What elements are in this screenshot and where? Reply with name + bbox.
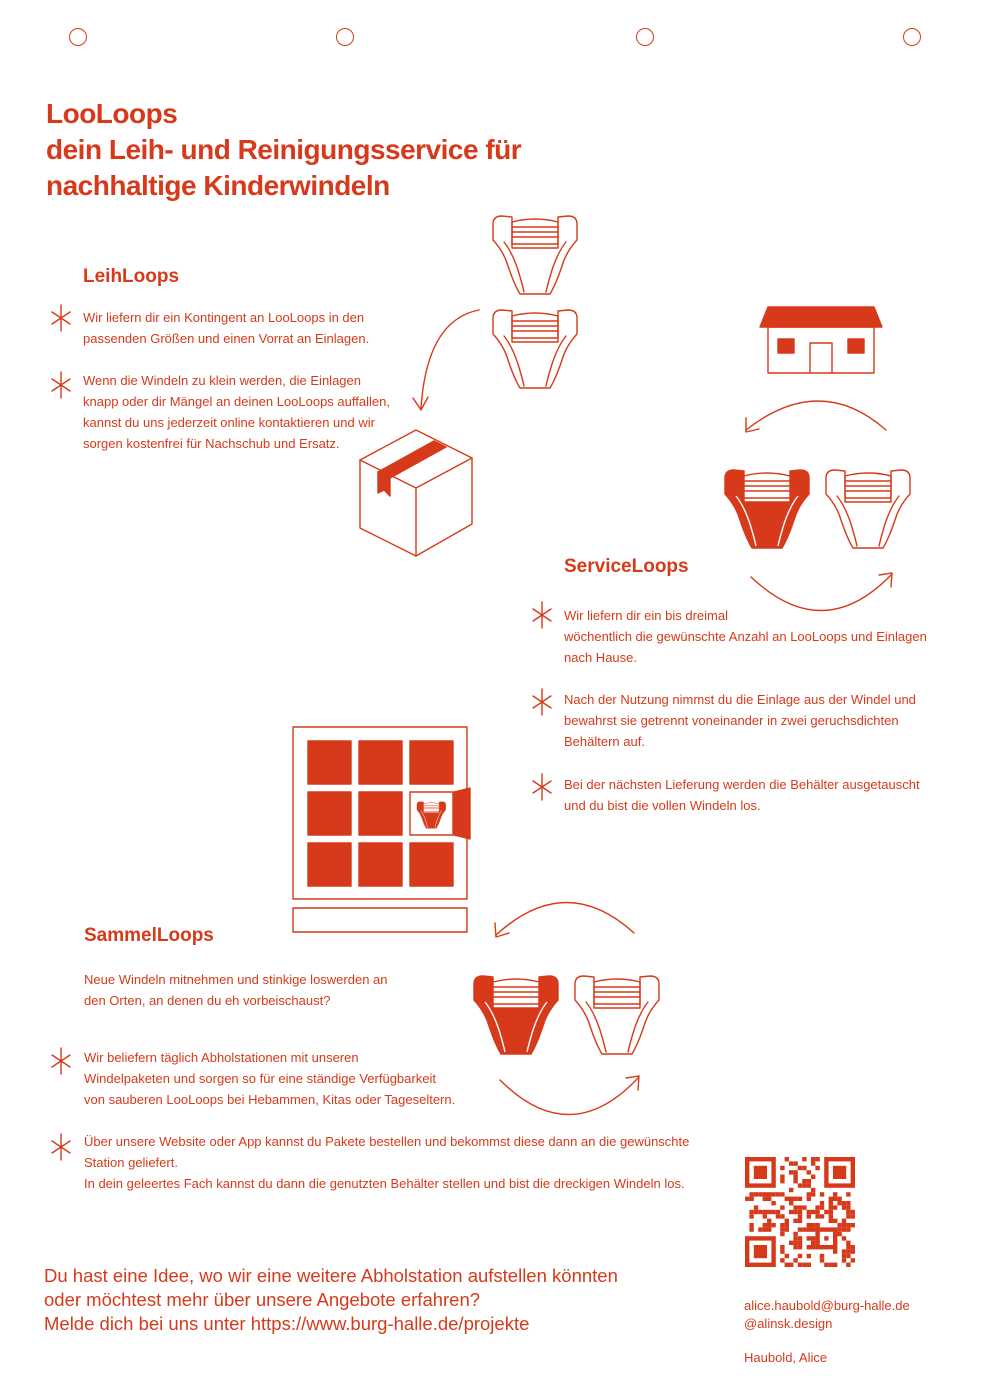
footer-call-to-action: Du hast eine Idee, wo wir eine weitere Abholstation aufstellen könnten oder möchtest mehr über unsere Angebote erfahren? Melde dich bei uns unter https://www.burg-halle.de/projekte (44, 1265, 618, 1334)
leihloops-heading: LeihLoops (83, 266, 180, 287)
qr-code[interactable] (745, 1157, 855, 1267)
diaper-icon (490, 208, 582, 300)
asterisk-icon (49, 370, 73, 400)
page-title: LooLoops dein Leih- und Reinigungsservice für nachhaltige Kinderwindeln (46, 98, 522, 201)
punch-hole (903, 28, 921, 46)
curved-arrow-icon (395, 300, 485, 420)
serviceloops-text-1: Wir liefern dir ein bis dreimal wöchentlich die gewünschte Anzahl an LooLoops und Einlagen nach Hause. (564, 608, 927, 665)
asterisk-icon (530, 772, 554, 802)
punch-hole (636, 28, 654, 46)
serviceloops-heading: ServiceLoops (564, 556, 689, 577)
contact-handle[interactable]: @alinsk.design (744, 1316, 833, 1331)
diaper-icon (490, 302, 582, 394)
curved-arrow-icon (740, 392, 890, 437)
punch-hole (69, 28, 87, 46)
leihloops-text-1: Wir liefern dir ein Kontingent an LooLoops in den passenden Größen und einen Vorrat an Einlagen. (83, 310, 370, 346)
asterisk-icon (49, 1046, 73, 1076)
punch-hole (336, 28, 354, 46)
contact-name: Haubold, Alice (744, 1350, 828, 1365)
asterisk-icon (49, 303, 73, 333)
asterisk-icon (530, 687, 554, 717)
serviceloops-text-2: Nach der Nutzung nimmst du die Einlage aus der Windel und bewahrst sie getrennt voneinander in zwei geruchsdichten Behältern auf. (564, 692, 916, 749)
serviceloops-text-3: Bei der nächsten Lieferung werden die Behälter ausgetauscht und du bist die vollen Windeln los. (564, 777, 920, 813)
diaper-icon (471, 968, 563, 1060)
sammelloops-heading: SammelLoops (84, 925, 214, 946)
leihloops-text-2: Wenn die Windeln zu klein werden, die Einlagen knapp oder dir Mängel an deinen LooLoops auffallen, kannst du uns jederzeit online kontaktieren und wir sorgen kostenfrei für Nachschub und Ersatz. (83, 373, 390, 451)
curved-arrow-icon (490, 893, 640, 943)
diaper-icon (823, 462, 915, 554)
box-icon (350, 420, 480, 560)
locker-icon (288, 722, 478, 938)
asterisk-icon (49, 1132, 73, 1162)
house-icon (756, 303, 886, 378)
diaper-icon (572, 968, 664, 1060)
sammelloops-text-1: Wir beliefern täglich Abholstationen mit unseren Windelpaketen und sorgen so für eine ständige Verfügbarkeit von sauberen LooLoops bei Hebammen, Kitas oder Tageseltern. (84, 1050, 456, 1107)
diaper-icon (722, 462, 814, 554)
sammelloops-text-2: Über unsere Website oder App kannst du Pakete bestellen und bekommst diese dann an die gewünschte Station geliefert. In dein geleertes Fach kannst du dann die genutzten Behälter stellen und bist die dreckigen Windeln los. (84, 1134, 690, 1191)
asterisk-icon (530, 600, 554, 630)
sammelloops-intro: Neue Windeln mitnehmen und stinkige loswerden an den Orten, an denen du eh vorbeischaust? (84, 972, 388, 1008)
curved-arrow-icon (494, 1068, 646, 1120)
contact-email[interactable]: alice.haubold@burg-halle.de (744, 1298, 910, 1313)
